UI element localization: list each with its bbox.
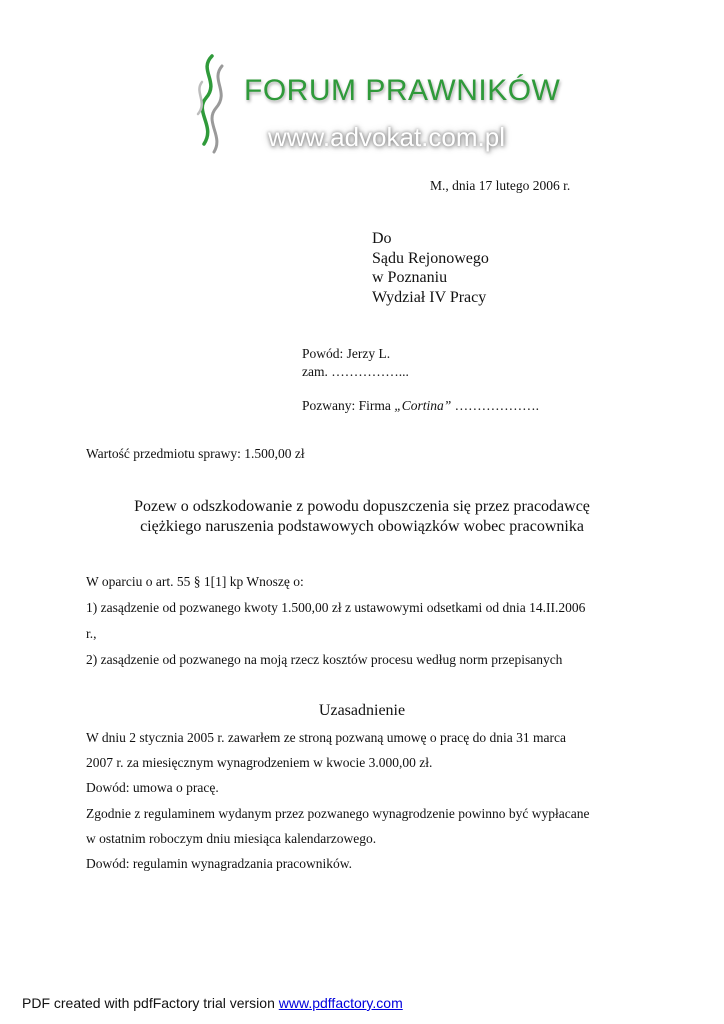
justification-line: Dowód: regulamin wynagradzania pracowników. [86, 856, 353, 871]
plaintiff-line: Powód: Jerzy L. [302, 346, 391, 361]
body-line: 2) zasądzenie od pozwanego na moją rzecz kosztów procesu według norm przepisanych [86, 652, 563, 667]
addressee-line: Do [372, 230, 392, 247]
justification-line: W dniu 2 stycznia 2005 r. zawarłem ze stroną pozwaną umowę o pracę do dnia 31 marca [86, 730, 566, 745]
body-line: 1) zasądzenie od pozwanego kwoty 1.500,00 zł z ustawowymi odsetkami od dnia 14.II.2006 [86, 600, 586, 615]
addressee-line: w Poznaniu [372, 269, 448, 286]
logo-title: FORUM PRAWNIKÓW [244, 74, 561, 107]
plaintiff-address: zam. ……………... [302, 364, 409, 379]
defendant-line [302, 398, 539, 414]
footer-link[interactable]: www.pdffactory.com [278, 995, 403, 1011]
defendant-prefix: Pozwany: Firma [302, 398, 395, 413]
justification-line: 2007 r. za miesięcznym wynagrodzeniem w kwocie 3.000,00 zł. [86, 755, 433, 770]
justification-line: Zgodnie z regulaminem wydanym przez pozwanego wynagrodzenie powinno być wypłacane [86, 806, 590, 821]
pdf-footer [22, 995, 403, 1011]
defendant-name: „Cortina” [394, 398, 452, 413]
justification-line: Dowód: umowa o pracę. [86, 780, 219, 795]
defendant-suffix: ………………. [451, 398, 540, 413]
footer-text: PDF created with pdfFactory trial version [22, 995, 279, 1011]
logo-swirl-icon [190, 52, 240, 158]
date-line: M., dnia 17 lutego 2006 r. [430, 178, 571, 193]
addressee-line: Sądu Rejonowego [372, 250, 489, 267]
addressee-line: Wydział IV Pracy [372, 289, 487, 306]
body-line: W oparciu o art. 55 § 1[1] kp Wnoszę o: [86, 574, 304, 589]
justification-heading: Uzasadnienie [318, 702, 406, 719]
document-title: Pozew o odszkodowanie z powodu dopuszczenia się przez pracodawcę [134, 498, 590, 515]
document-title: ciężkiego naruszenia podstawowych obowiązków wobec pracownika [140, 518, 584, 535]
value-line: Wartość przedmiotu sprawy: 1.500,00 zł [86, 446, 305, 461]
logo-url: www.advokat.com.pl [268, 122, 505, 152]
justification-line: w ostatnim roboczym dniu miesiąca kalendarzowego. [86, 831, 377, 846]
body-line: r., [86, 626, 97, 641]
